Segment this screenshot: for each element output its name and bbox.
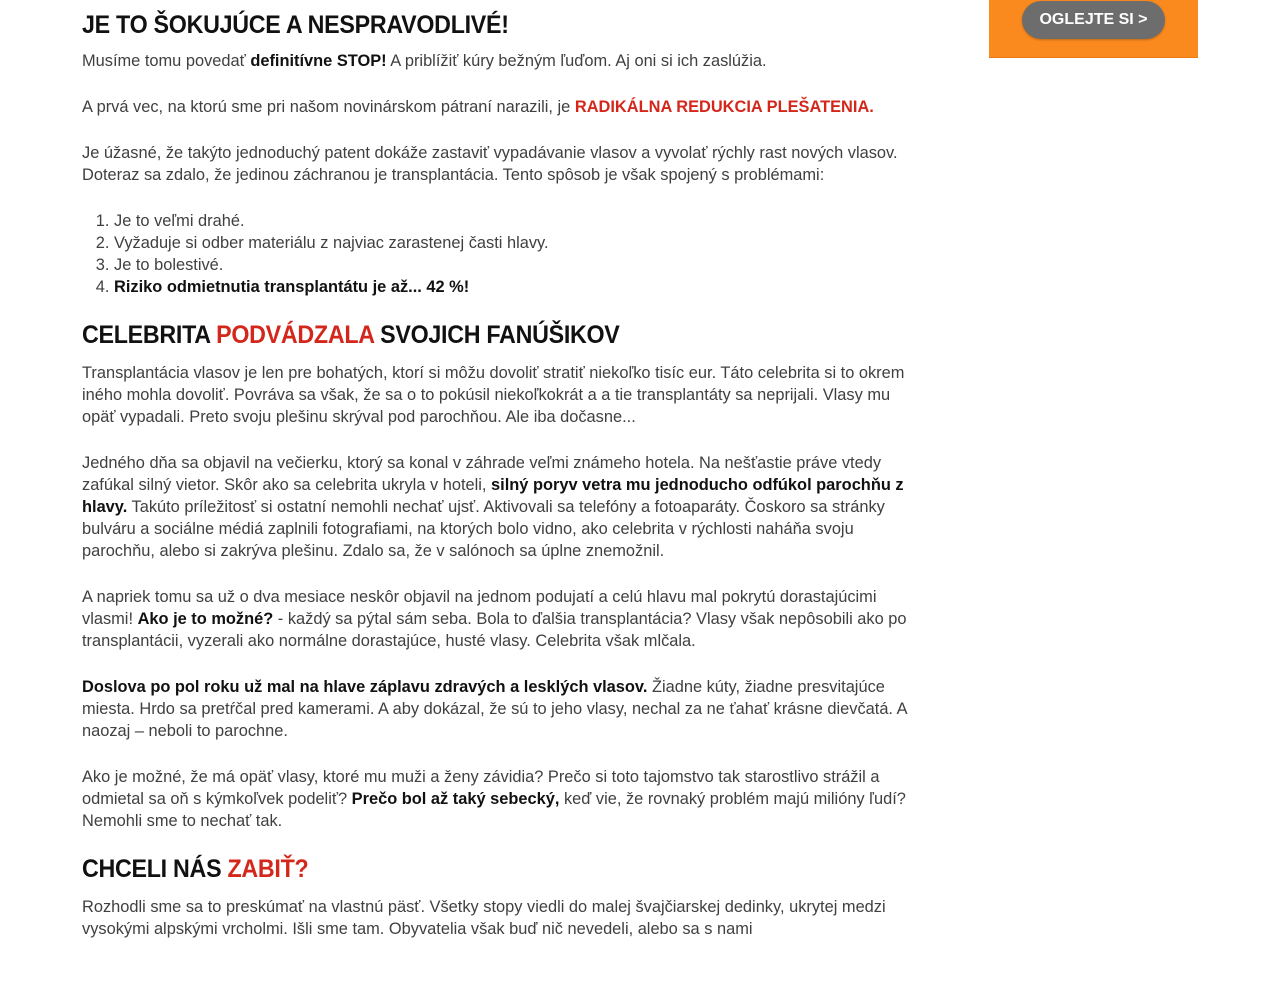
bold-text: Doslova po pol roku už mal na hlave záplavu zdravých a lesklých vlasov. xyxy=(82,678,648,696)
heading-text: CHCELI NÁS xyxy=(82,855,228,883)
text-span: Žiadne kúty, žiadne presvitajúce miesta. Hrdo sa pretŕčal pred kamerami. A aby dokázal, že sú to jeho vlasy, nechal za ne ťahať krásne dievčatá. A naozaj – neboli to parochne. xyxy=(82,678,907,740)
text-span: Jedného dňa sa objavil na večierku, ktorý sa konal v záhrade veľmi známeho hotela. Na nešťastie práve vtedy zafúkal silný vietor. Skôr ako sa celebrita ukryla v hoteli, xyxy=(82,454,882,494)
paragraph xyxy=(82,50,917,72)
bold-text: definitívne STOP! xyxy=(250,52,387,70)
bold-text: Prečo bol až taký sebecký, xyxy=(351,790,560,808)
list-item xyxy=(114,276,917,298)
paragraph xyxy=(82,452,917,562)
text-span: - každý sa pýtal sám seba. Bola to ďalšia transplantácia? Vlasy však nepôsobili ako po transplantácii, vyzerali ako normálne dorastajúce, husté vlasy. Celebrita však mlčala. xyxy=(82,610,907,650)
heading-text: CELEBRITA xyxy=(82,321,217,349)
heading-text: SVOJICH FANÚŠIKOV xyxy=(373,321,620,349)
paragraph: Rozhodli sme sa to preskúmať na vlastnú päsť. Všetky stopy viedli do malej švajčiarskej dedinky, ukrytej medzi vysokými alpskými vrcholmi. Išli sme tam. Obyvatelia však buď nič nevedeli, alebo sa s nami xyxy=(82,898,886,938)
paragraph xyxy=(82,586,917,652)
text-span: A napriek tomu sa už o dva mesiace neskôr objavil na jednom podujatí a celú hlavu mal pokrytú dorastajúcimi vlasmi! xyxy=(82,588,877,628)
bold-text: Ako je to možné? xyxy=(137,610,274,628)
paragraph xyxy=(82,676,917,742)
text-span: A prvá vec, na ktorú sme pri našom novinárskom pátraní narazili, je xyxy=(82,98,575,116)
list-item: 2. Vyžaduje si odber materiálu z najviac zarastenej časti hlavy. xyxy=(114,232,917,254)
bold-text: silný poryv vetra mu jednoducho odfúkol parochňu z hlavy. xyxy=(82,476,904,516)
list-item: 3. Je to bolestivé. xyxy=(114,254,917,276)
heading-highlight: ZABIŤ? xyxy=(227,855,309,883)
text-span: keď vie, že rovnaký problém majú milióny ľudí? Nemohli sme to nechať tak. xyxy=(82,790,906,830)
text-span: A priblížiť kúry bežným ľuďom. Aj oni si ich zaslúžia. xyxy=(386,52,767,70)
highlight-text: RADIKÁLNA REDUKCIA PLEŠATENIA. xyxy=(574,98,874,116)
paragraph xyxy=(82,766,917,832)
article xyxy=(82,0,917,940)
heading-highlight: PODVÁDZALA xyxy=(216,321,374,349)
section-heading-shocking: JE TO ŠOKUJÚCE A NESPRAVODLIVÉ! xyxy=(82,11,509,39)
section-heading-kill xyxy=(82,854,859,884)
paragraph xyxy=(82,96,917,118)
section-heading-celebrity xyxy=(82,320,859,350)
list-item: 1. Je to veľmi drahé. xyxy=(114,210,917,232)
bold-text: Riziko odmietnutia transplantátu je až... 42 %! xyxy=(114,278,470,296)
watch-button[interactable]: OGLEJTE SI > xyxy=(1022,1,1165,39)
text-span: Ako je možné, že má opäť vlasy, ktoré mu muži a ženy závidia? Prečo si toto tajomstvo tak starostlivo strážil a odmietal sa oň s kýmkoľvek podeliť? xyxy=(82,768,880,808)
text-span: Takúto príležitosť si ostatní nemohli nechať ujsť. Aktivovali sa telefóny a fotoaparáty. Čoskoro sa stránky bulváru a sociálne médiá zaplnili fotografiami, na ktorých bolo vidno, ako celebrita v rýchlosti naháňa svoju parochňu, alebo si zakrýva plešinu. Zdalo sa, že v salónoch sa úplne znemožnil. xyxy=(82,498,885,560)
text-span: Musíme tomu povedať xyxy=(82,52,251,70)
sidebar-promo-box xyxy=(989,0,1198,58)
paragraph: Je úžasné, že takýto jednoduchý patent dokáže zastaviť vypadávanie vlasov a vyvolať rýchly rast nových vlasov. Doteraz sa zdalo, že jedinou záchranou je transplantácia. Tento spôsob je však spojený s problémami: xyxy=(82,144,898,184)
problems-list xyxy=(82,210,917,298)
paragraph: Transplantácia vlasov je len pre bohatých, ktorí si môžu dovoliť stratiť niekoľko tisíc eur. Táto celebrita si to okrem iného mohla dovoliť. Povráva sa však, že sa o to pokúsil niekoľkokrát a a tie transplantáty sa neprijali. Vlasy mu opäť vypadali. Preto svoju plešinu skrýval pod parochňou. Ale iba dočasne... xyxy=(82,364,905,426)
